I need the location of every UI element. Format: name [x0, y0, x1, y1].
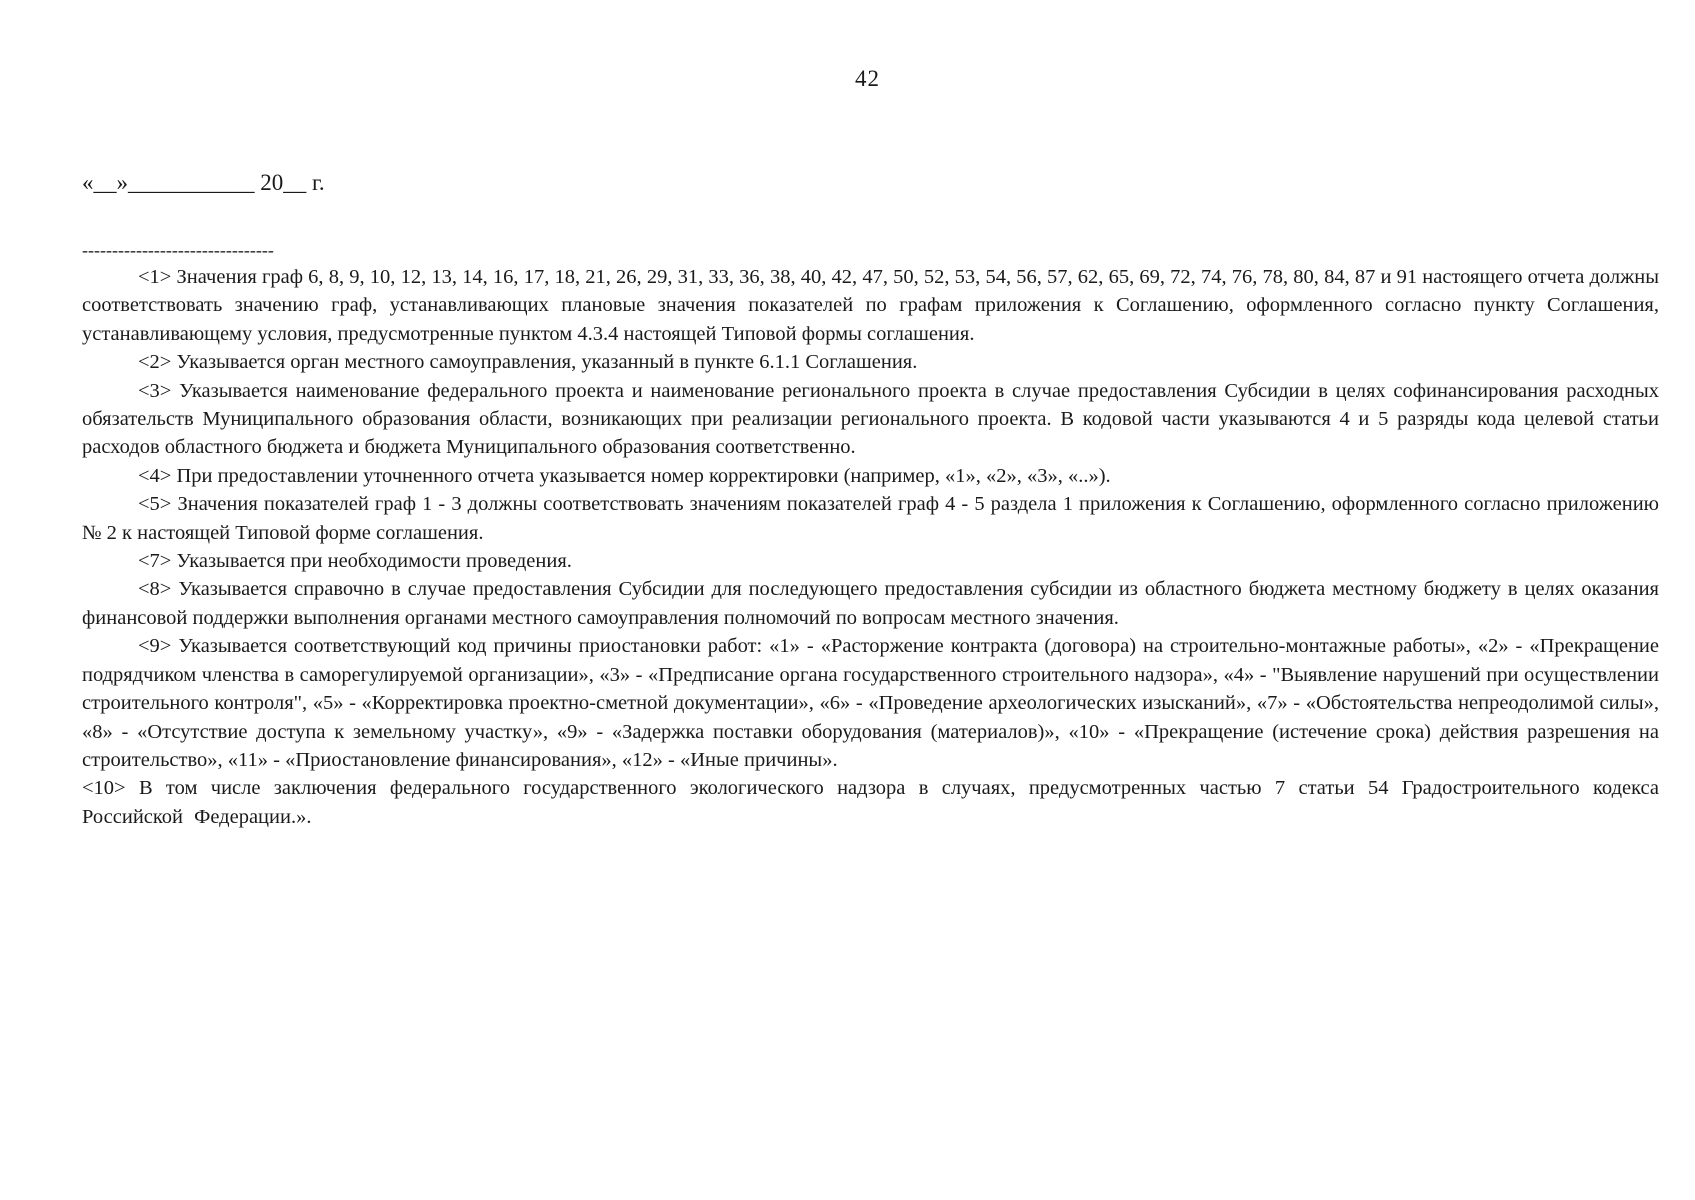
footnote-7: <7> Указывается при необходимости проведения. [138, 550, 572, 573]
footnote-9: <9> Указывается соответствующий код причины приостановки работ: «1» - «Расторжение контракта (договора) на строительно-монтажные работы», «2» - «Прекращение подрядчиком членства в саморегулируемой организации», «3» - «Предписание органа государственного строительного надзора», «4» - "Выявление нарушений при осуществлении строительного контроля", «5» - «Корректировка проектно-сметной документации», «6» - «Проведение археологических изысканий», «7» - «Обстоятельства непреодолимой силы», «8» - «Отсутствие доступа к земельному участку», «9» - «Задержка поставки оборудования (материалов)», «10» - «Прекращение (истечение срока) действия разрешения на строительство», «11» - «Приостановление финансирования», «12» - «Иные причины». [82, 635, 1659, 771]
date-line: «__»___________ 20__ г. [82, 170, 325, 195]
footnote-separator: -------------------------------- [82, 240, 274, 260]
footnote-4: <4> При предоставлении уточненного отчета указывается номер корректировки (например, «1», «2», «3», «..»). [138, 464, 1111, 487]
page-number-text: 42 [855, 66, 880, 91]
footnote-10: <10> В том числе заключения федерального государственного экологического надзора в случаях, предусмотренных частью 7 статьи 54 Градостроительного кодекса Российской Федерации.». [82, 777, 1659, 828]
footnotes [82, 263, 1659, 831]
footnote-8: <8> Указывается справочно в случае предоставления Субсидии для последующего предоставления субсидии из областного бюджета местному бюджету в целях оказания финансовой поддержки выполнения органами местного самоуправления полномочий по вопросам местного значения. [82, 578, 1659, 629]
footnote-2: <2> Указывается орган местного самоуправления, указанный в пункте 6.1.1 Соглашения. [138, 351, 918, 374]
footnote-5: <5> Значения показателей граф 1 - 3 должны соответствовать значениям показателей граф 4 - 5 раздела 1 приложения к Соглашению, оформленного согласно приложению № 2 к настоящей Типовой форме соглашения. [82, 493, 1659, 544]
footnote-3: <3> Указывается наименование федерального проекта и наименование регионального проекта в случае предоставления Субсидии в целях софинансирования расходных обязательств Муниципального образования области, возникающих при реализации регионального проекта. В кодовой части указываются 4 и 5 разряды кода целевой статьи расходов областного бюджета и бюджета Муниципального образования соответственно. [82, 379, 1659, 459]
footnote-1: <1> Значения граф 6, 8, 9, 10, 12, 13, 14, 16, 17, 18, 21, 26, 29, 31, 33, 36, 38, 40, 42, 47, 50, 52, 53, 54, 56, 57, 62, 65, 69, 72, 74, 76, 78, 80, 84, 87 и 91 настоящего отчета должны соответствовать значению граф, устанавливающих плановые значения показателей по графам приложения к Соглашению, оформленного согласно пункту Соглашения, устанавливающему условия, предусмотренные пунктом 4.3.4 настоящей Типовой формы соглашения. [82, 266, 1659, 345]
